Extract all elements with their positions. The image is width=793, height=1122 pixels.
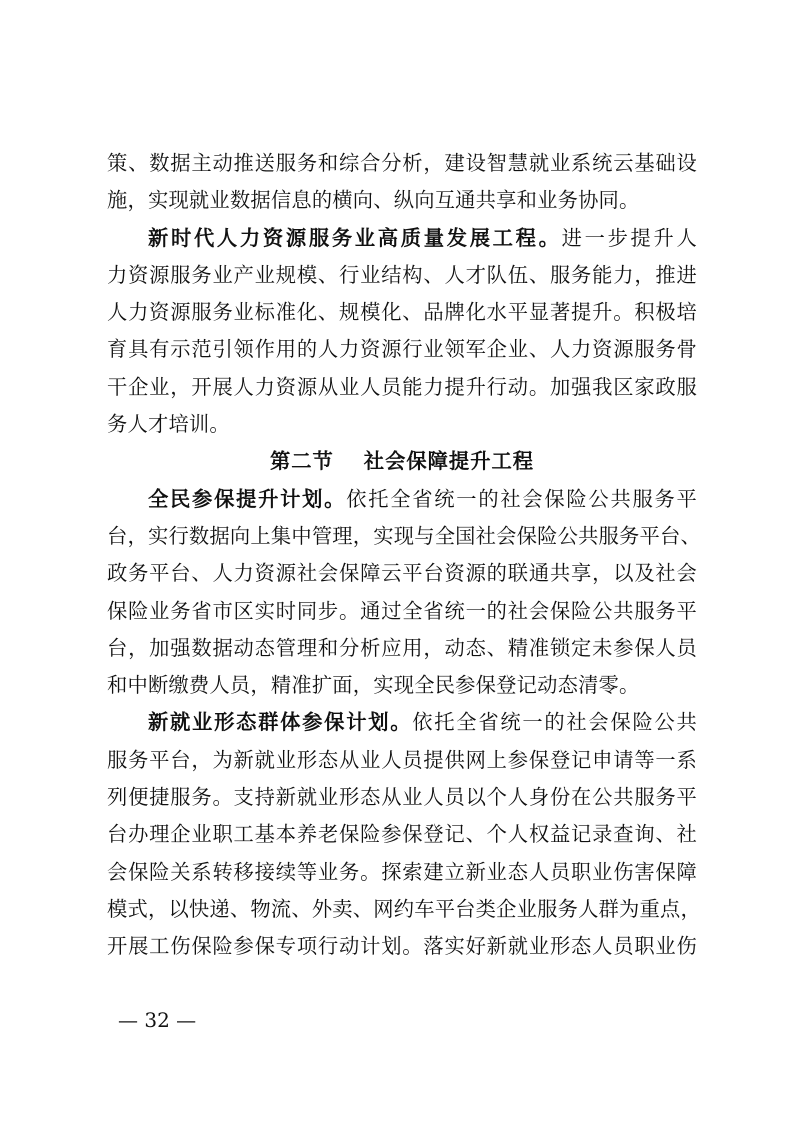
paragraph-line: 开展工伤保险参保专项行动计划。落实好新就业形态人员职业伤 bbox=[107, 934, 697, 959]
paragraph-line: 育具有示范引领作用的人力资源行业领军企业、人力资源服务骨 bbox=[107, 337, 697, 362]
paragraph-line: 干企业，开展人力资源从业人员能力提升行动。加强我区家政服 bbox=[107, 374, 697, 399]
paragraph-line: 政务平台、人力资源社会保障云平台资源的联通共享，以及社会 bbox=[107, 561, 697, 586]
paragraph-line: 台办理企业职工基本养老保险参保登记、个人权益记录查询、社 bbox=[107, 822, 697, 847]
section-number: 第二节 bbox=[269, 449, 334, 474]
paragraph-line: 模式，以快递、物流、外卖、网约车平台类企业服务人群为重点， bbox=[107, 896, 701, 921]
page-number: — 32 — bbox=[118, 1008, 197, 1032]
paragraph-line: 台，加强数据动态管理和分析应用，动态、精准锁定未参保人员 bbox=[107, 635, 697, 660]
document-body bbox=[107, 145, 701, 966]
paragraph-text: 进一步提升人 bbox=[561, 225, 697, 250]
section-title: 社会保障提升工程 bbox=[363, 449, 535, 474]
paragraph-line: 台，实行数据向上集中管理，实现与全国社会保险公共服务平台、 bbox=[107, 523, 701, 548]
paragraph-line: 服务平台，为新就业形态从业人员提供网上参保登记申请等一系 bbox=[107, 747, 697, 772]
paragraph-text: 依托全省统一的社会保险公共 bbox=[412, 710, 697, 735]
paragraph-line: 策、数据主动推送服务和综合分析，建设智慧就业系统云基础设 bbox=[107, 151, 697, 175]
paragraph-line: 务人才培训。 bbox=[107, 412, 230, 437]
paragraph-line: 施，实现就业数据信息的横向、纵向互通共享和业务协同。 bbox=[107, 188, 640, 213]
paragraph-line: 保险业务省市区实时同步。通过全省统一的社会保险公共服务平 bbox=[107, 598, 697, 623]
paragraph-heading: 新就业形态群体参保计划。 bbox=[148, 710, 413, 735]
paragraph-line: 人力资源服务业标准化、规模化、品牌化水平显著提升。积极培 bbox=[107, 300, 697, 325]
paragraph-heading: 新时代人力资源服务业高质量发展工程。 bbox=[148, 225, 562, 250]
section-heading bbox=[107, 443, 697, 480]
paragraph-heading: 全民参保提升计划。 bbox=[148, 486, 347, 511]
paragraph-text: 依托全省统一的社会保险公共服务平 bbox=[346, 486, 697, 511]
paragraph-line: 列便捷服务。支持新就业形态从业人员以个人身份在公共服务平 bbox=[107, 785, 697, 810]
paragraph-line bbox=[107, 220, 697, 257]
paragraph-line bbox=[107, 481, 697, 518]
paragraph-line bbox=[107, 704, 697, 741]
paragraph-line: 力资源服务业产业规模、行业结构、人才队伍、服务能力，推进 bbox=[107, 262, 697, 287]
paragraph-line: 会保险关系转移接续等业务。探索建立新业态人员职业伤害保障 bbox=[107, 859, 697, 884]
paragraph-line: 和中断缴费人员，精准扩面，实现全民参保登记动态清零。 bbox=[107, 673, 640, 698]
